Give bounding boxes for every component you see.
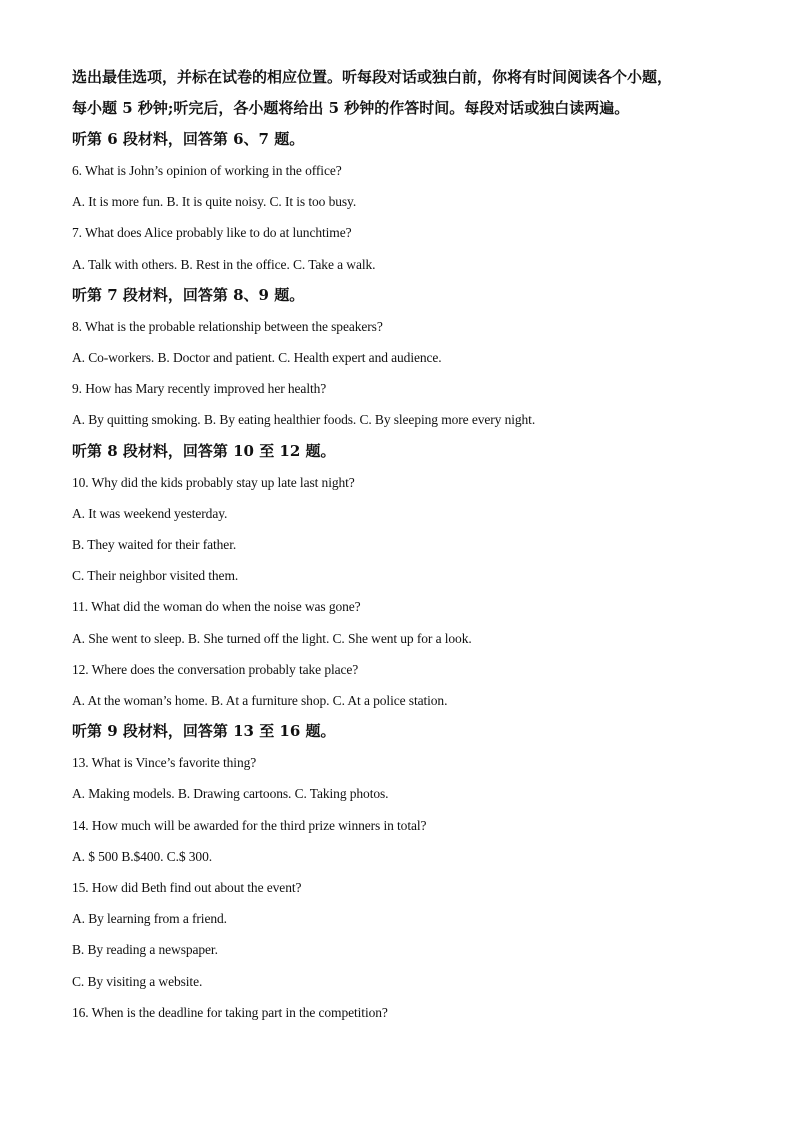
question-line: A. $ 500 B.$400. C.$ 300. [72, 848, 213, 864]
question-line: 13. What is Vince’s favorite thing? [72, 755, 257, 771]
intro-line-1: 选出最佳选项，并标在试卷的相应位置。听每段对话或独白前，你将有时间阅读各个小题， [72, 68, 673, 86]
section-heading: 听第 7 段材料，回答第 8、9 题。 [72, 285, 305, 304]
question-line: 14. How much will be awarded for the third prize winners in total? [72, 817, 427, 833]
question-line: A. Co-workers. B. Doctor and patient. C. Health expert and audience. [72, 350, 442, 366]
section-heading: 听第 8 段材料，回答第 10 至 12 题。 [72, 441, 336, 460]
question-line: C. Their neighbor visited them. [72, 568, 239, 584]
question-line: 15. How did Beth find out about the event? [72, 880, 302, 896]
document-page [72, 62, 732, 1028]
question-line: A. Talk with others. B. Rest in the office. C. Take a walk. [72, 256, 376, 272]
section-heading: 听第 9 段材料，回答第 13 至 16 题。 [72, 722, 336, 741]
question-line: 6. What is John’s opinion of working in the office? [72, 163, 342, 178]
section-heading: 听第 6 段材料，回答第 6、7 题。 [72, 130, 305, 148]
question-line: A. She went to sleep. B. She turned off the light. C. She went up for a look. [72, 630, 472, 646]
question-list [72, 124, 732, 1028]
question-line: A. By learning from a friend. [72, 911, 227, 927]
question-line: 16. When is the deadline for taking part in the competition? [72, 1004, 388, 1020]
question-line: A. At the woman’s home. B. At a furniture shop. C. At a police station. [72, 693, 448, 709]
question-line: 12. Where does the conversation probably take place? [72, 661, 359, 677]
intro-line-2: 每小题 5 秒钟;听完后，各小题将给出 5 秒钟的作答时间。每段对话或独白读两遍。 [72, 99, 630, 117]
question-line: B. By reading a newspaper. [72, 942, 218, 958]
question-line: 10. Why did the kids probably stay up late last night? [72, 474, 355, 490]
question-line: C. By visiting a website. [72, 973, 203, 989]
question-line: A. By quitting smoking. B. By eating healthier foods. C. By sleeping more every night. [72, 412, 536, 428]
question-line: A. Making models. B. Drawing cartoons. C. Taking photos. [72, 786, 389, 802]
question-line: 9. How has Mary recently improved her health? [72, 381, 327, 397]
question-line: 7. What does Alice probably like to do at lunchtime? [72, 225, 352, 241]
question-line: B. They waited for their father. [72, 537, 237, 553]
question-line: A. It is more fun. B. It is quite noisy. C. It is too busy. [72, 194, 357, 210]
question-line: A. It was weekend yesterday. [72, 505, 228, 521]
question-line: 8. What is the probable relationship between the speakers? [72, 318, 383, 334]
question-line: 11. What did the woman do when the noise was gone? [72, 599, 361, 615]
